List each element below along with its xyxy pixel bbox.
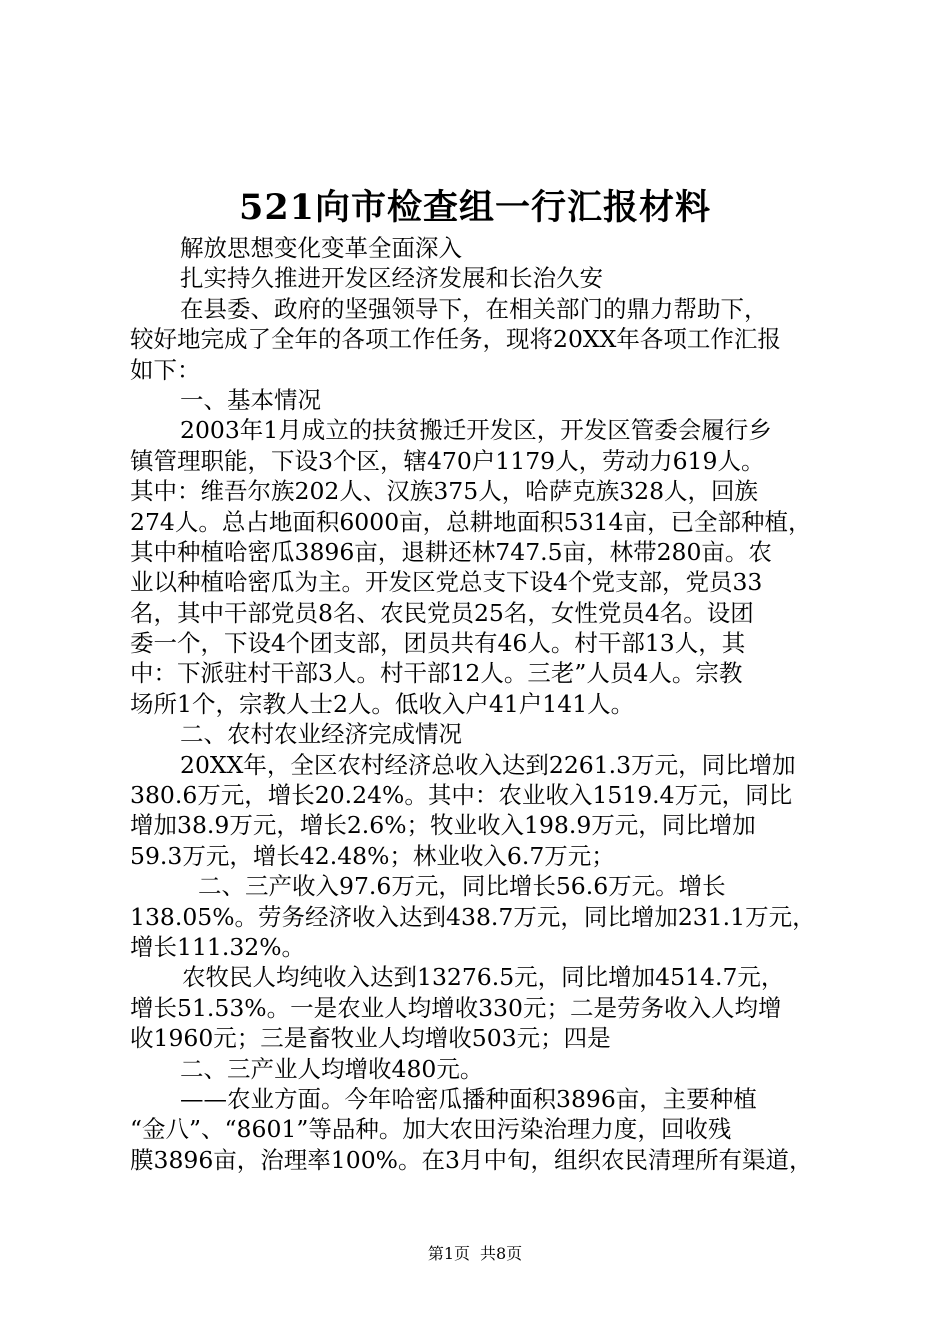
paragraph-line: 59.3万元，增长42.48%；林业收入6.7万元；	[130, 841, 615, 870]
paragraph-line: 委一个，下设4个团支部，团员共有46人。村干部13人，其	[130, 629, 746, 658]
paragraph-line: 收1960元；三是畜牧业人均增收503元；四是	[130, 1024, 611, 1053]
paragraph-line: 场所1个，宗教人士2人。低收入户41户141人。	[130, 689, 635, 718]
subtitle-line-2: 扎实持久推进开发区经济发展和长治久安	[180, 264, 603, 293]
paragraph-line: 名，其中干部党员8名、农民党员25名，女性党员4名。设团	[130, 598, 754, 627]
page-total: 共8页	[480, 1244, 523, 1263]
paragraph-line: 业以种植哈密瓜为主。开发区党总支下设4个党支部，党员33	[130, 568, 763, 597]
page-footer	[0, 1240, 950, 1268]
paragraph-line: 镇管理职能，下设3个区，辖470户1179人，劳动力619人。	[130, 446, 765, 475]
section-heading-basic: 一、基本情况	[180, 385, 321, 414]
paragraph-line: ——农业方面。今年哈密瓜播种面积3896亩，主要种植	[180, 1084, 757, 1113]
page-number: 第1页	[427, 1244, 470, 1263]
paragraph-line: “金八”、“8601”等品种。加大农田污染治理力度，回收残	[130, 1115, 732, 1144]
paragraph-line: 增长111.32%。	[130, 932, 306, 961]
paragraph-line: 380.6万元，增长20.24%。其中：农业收入1519.4万元，同比	[130, 781, 793, 810]
paragraph-line: 2003年1月成立的扶贫搬迁开发区，开发区管委会履行乡	[180, 416, 772, 445]
paragraph-line: 274人。总占地面积6000亩，总耕地面积5314亩，已全部种植，	[130, 507, 812, 536]
paragraph-line: 增加38.9万元，增长2.6%；牧业收入198.9万元，同比增加	[130, 811, 756, 840]
document-body	[130, 233, 832, 1175]
paragraph-line: 其中：维吾尔族202人、汉族375人，哈萨克族328人，回族	[130, 477, 759, 506]
paragraph-line: 20XX年，全区农村经济总收入达到2261.3万元，同比增加	[180, 750, 796, 779]
paragraph-line: 较好地完成了全年的各项工作任务，现将20XX年各项工作汇报	[130, 325, 781, 354]
paragraph-line: 在县委、政府的坚强领导下，在相关部门的鼎力帮助下，	[180, 294, 768, 323]
paragraph-line: 其中种植哈密瓜3896亩，退耕还林747.5亩，林带280亩。农	[130, 537, 772, 566]
paragraph-line: 膜3896亩，治理率100%。在3月中旬，组织农民清理所有渠道，	[130, 1145, 813, 1174]
subtitle-line-1: 解放思想变化变革全面深入	[180, 234, 462, 262]
paragraph-line: 138.05%。劳务经济收入达到438.7万元，同比增加231.1万元，	[130, 902, 816, 931]
paragraph-line: 二、三产业人均增收480元。	[180, 1054, 484, 1083]
paragraph-line: 如下：	[130, 355, 201, 384]
paragraph-line: 增长51.53%。一是农业人均增收330元；二是劳务收入人均增	[130, 993, 782, 1022]
section-heading-economy: 二、农村农业经济完成情况	[180, 720, 462, 749]
paragraph-line: 中：下派驻村干部3人。村干部12人。三老”人员4人。宗教	[130, 659, 743, 688]
paragraph-line: 二、三产收入97.6万元，同比增长56.6万元。增长	[198, 872, 726, 901]
paragraph-line: 农牧民人均纯收入达到13276.5元，同比增加4514.7元，	[182, 963, 785, 992]
document-title: 521向市检查组一行汇报材料	[238, 187, 712, 228]
